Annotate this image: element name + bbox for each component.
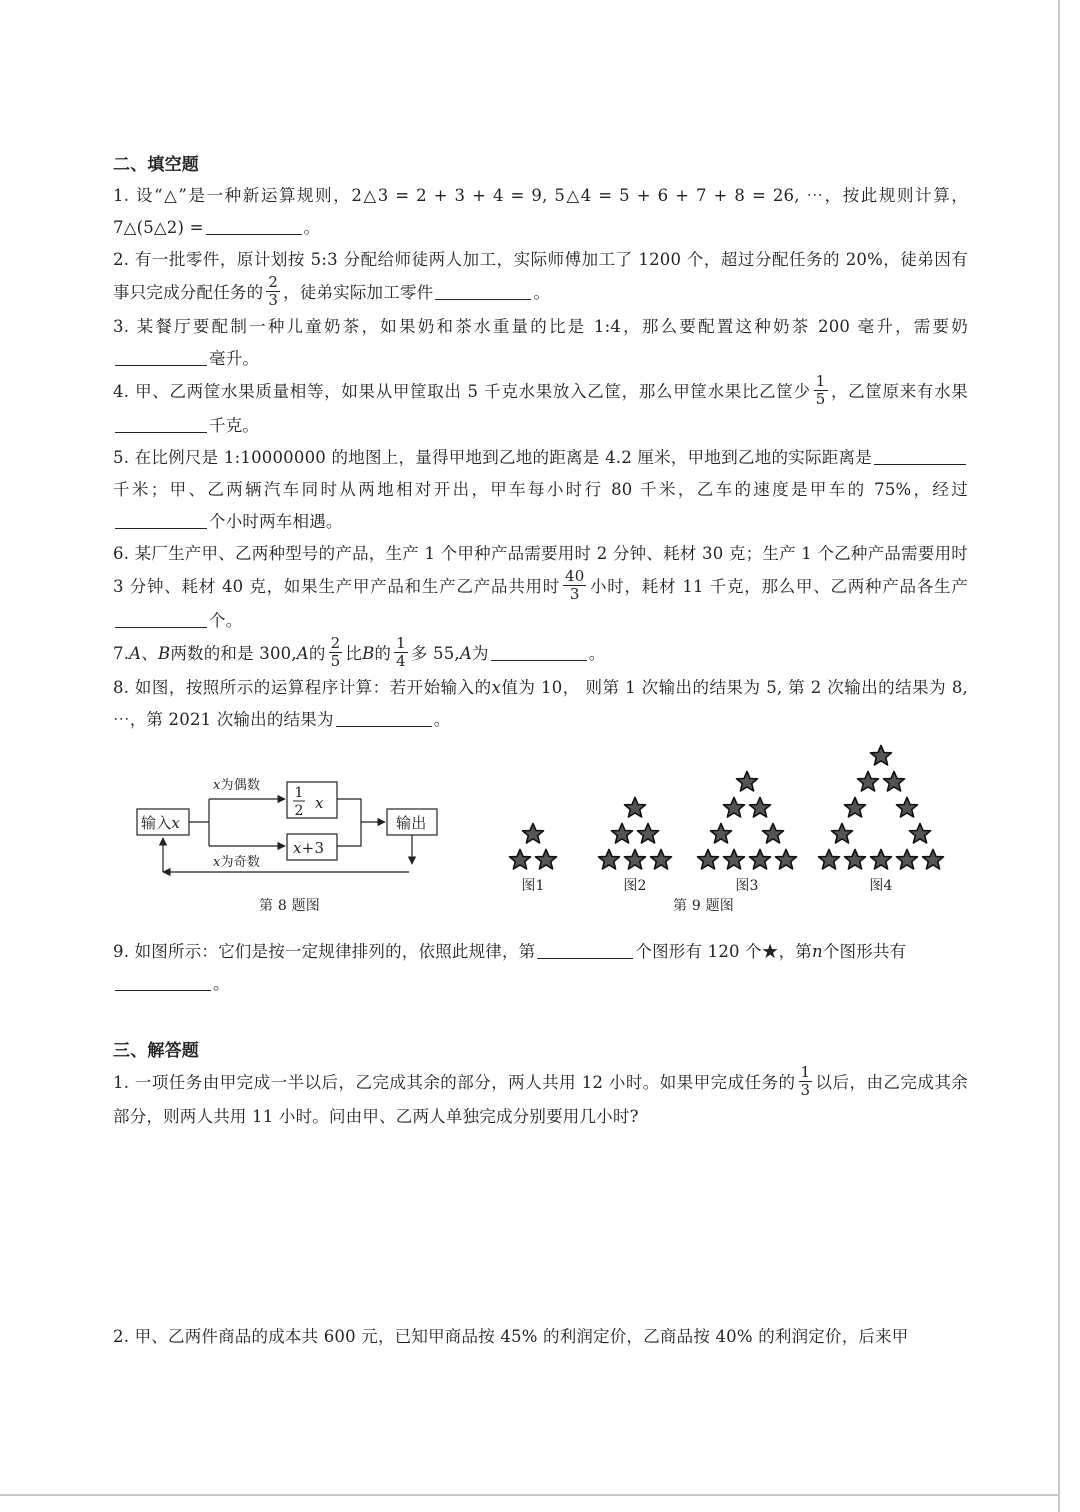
answer-blank	[206, 218, 302, 236]
star-icon	[763, 824, 784, 844]
question-2-5: 5. 在比例尺是 1:10000000 的地图上，量得甲地到乙地的距离是 4.2 厘米，甲地到乙地的实际距离是千米；甲、乙两辆汽车同时从两地相对开出，甲车每小时行 80 千米，乙车的速度是甲车的 75%，经过个小时两车相遇。	[113, 448, 968, 531]
figure-9-caption: 第 9 题图	[673, 898, 735, 914]
star-icon	[612, 824, 633, 844]
star-icon	[897, 798, 918, 818]
star-icon	[638, 824, 659, 844]
star-icon	[845, 798, 866, 818]
figure-label-2: 图2	[623, 878, 647, 894]
star-icon	[845, 850, 866, 870]
star-icon	[923, 850, 944, 870]
output-label: 输出	[396, 814, 427, 832]
answer-blank	[874, 448, 966, 466]
star-icon	[625, 798, 646, 818]
star-icon	[832, 824, 853, 844]
svg-text:1: 1	[294, 785, 304, 801]
fraction: $\frac{1}{5}$	[815, 372, 826, 408]
svg-text:2: 2	[294, 803, 304, 819]
figure-label-3: 图3	[735, 878, 759, 894]
answer-blank	[115, 974, 211, 992]
star-icon	[711, 824, 732, 844]
figures-svg	[113, 742, 968, 932]
star-icon	[599, 850, 620, 870]
star-icon	[884, 772, 905, 792]
page-bottom-edge	[0, 1494, 1060, 1496]
input-label: 输入x	[141, 814, 181, 832]
answer-blank	[435, 283, 531, 301]
fraction: $\frac{1}{3}$	[800, 1063, 811, 1099]
fraction: $\frac{40}{3}$	[564, 567, 585, 603]
question-2-2: 2. 有一批零件，原计划按 5:3 分配给师徒两人加工，实际师傅加工了 1200 个，超过分配任务的 20%，徒弟因有事只完成分配任务的 $\frac{2}{3}$ ，徒弟实际加工零件 。	[113, 250, 968, 309]
figure-label-4: 图4	[869, 878, 893, 894]
star-icon	[523, 824, 544, 844]
star-icon	[536, 850, 557, 870]
star-icon	[651, 850, 672, 870]
question-2-4: 4. 甲、乙两筐水果质量相等，如果从甲筐取出 5 千克水果放入乙筐，那么甲筐水果比乙筐少 $\frac{1}{5}$ ，乙筐原来有水果千克。	[113, 372, 968, 435]
section-3-title: 三、解答题	[113, 1041, 199, 1061]
question-2-9: 9. 如图所示：它们是按一定规律排列的，依照此规律，第 个图形有 120 个★，第n个图形共有 。	[113, 942, 907, 993]
question-2-1: 1. 设“△”是一种新运算规则，2△3 = 2 + 3 + 4 = 9, 5△4 = 5 + 6 + 7 + 8 = 26, ⋯，按此规则计算，7△(5△2) = 。	[113, 186, 968, 237]
star-icon	[625, 850, 646, 870]
figure-label-1: 图1	[521, 878, 545, 894]
answer-blank	[115, 416, 207, 434]
star-icon	[510, 850, 531, 870]
star-icon	[871, 850, 892, 870]
question-3-2: 2. 甲、乙两件商品的成本共 600 元，已知甲商品按 45% 的利润定价，乙商品按 40% 的利润定价，后来甲	[113, 1327, 909, 1346]
star-icon	[871, 746, 892, 766]
star-icon	[750, 850, 771, 870]
answer-blank	[491, 644, 587, 662]
fraction: $\frac{1}{4}$	[396, 634, 406, 670]
answer-blank	[537, 942, 633, 960]
answer-blank	[115, 512, 207, 530]
star-icon	[724, 798, 745, 818]
star-icon	[737, 772, 758, 792]
question-2-8: 8. 如图，按照所示的运算程序计算：若开始输入的x值为 10， 则第 1 次输出的结果为 5, 第 2 次输出的结果为 8, ⋯，第 2021 次输出的结果为 。	[113, 678, 968, 729]
worksheet	[113, 150, 968, 1353]
star-icon	[819, 850, 840, 870]
page-right-edge	[1058, 0, 1060, 1512]
odd-label: x为奇数	[213, 855, 261, 870]
question-2-7: 7.A、B两数的和是 300,A的 $\frac{2}{5}$ 比B的 $\frac{1}{4}$ 多 55,A为 。	[113, 634, 606, 670]
fraction: $\frac{2}{3}$	[268, 273, 279, 309]
star-icon	[724, 850, 745, 870]
figure-8-caption: 第 8 题图	[259, 898, 321, 914]
star-icon	[897, 850, 918, 870]
svg-text:x: x	[315, 794, 324, 812]
fraction: $\frac{2}{5}$	[330, 634, 341, 670]
question-3-1: 1. 一项任务由甲完成一半以后，乙完成其余的部分，两人共用 12 小时。如果甲完成任务的 $\frac{1}{3}$ 以后，由乙完成其余部分，则两人共用 11 小时。问由甲、乙两人单独完成分别要用几小时?	[113, 1063, 968, 1126]
star-icon	[776, 850, 797, 870]
star-icon	[858, 772, 879, 792]
section-2-title: 二、填空题	[113, 155, 199, 175]
figures-row	[113, 742, 968, 932]
question-2-6: 6. 某厂生产甲、乙两种型号的产品，生产 1 个甲种产品需要用时 2 分钟、耗材 30 克；生产 1 个乙种产品需要用时 3 分钟、耗材 40 克，如果生产甲产品和生产乙产品共用时 $\frac{40}{3}$ 小时，耗材 11 千克，那么甲、乙两种产品各生产个。	[113, 544, 968, 630]
even-label: x为偶数	[213, 778, 261, 793]
answer-space	[113, 1133, 968, 1321]
star-icon	[698, 850, 719, 870]
answer-blank	[336, 710, 432, 728]
star-icon	[750, 798, 771, 818]
figure-8-flowchart	[137, 777, 437, 914]
figure-9-stars	[510, 746, 944, 915]
plus3-label: x+3	[293, 839, 325, 857]
star-icon	[910, 824, 931, 844]
answer-blank	[115, 611, 207, 629]
question-2-3: 3. 某餐厅要配制一种儿童奶茶，如果奶和茶水重量的比是 1:4，那么要配置这种奶茶 200 毫升，需要奶毫升。	[113, 317, 968, 368]
answer-blank	[115, 349, 207, 367]
